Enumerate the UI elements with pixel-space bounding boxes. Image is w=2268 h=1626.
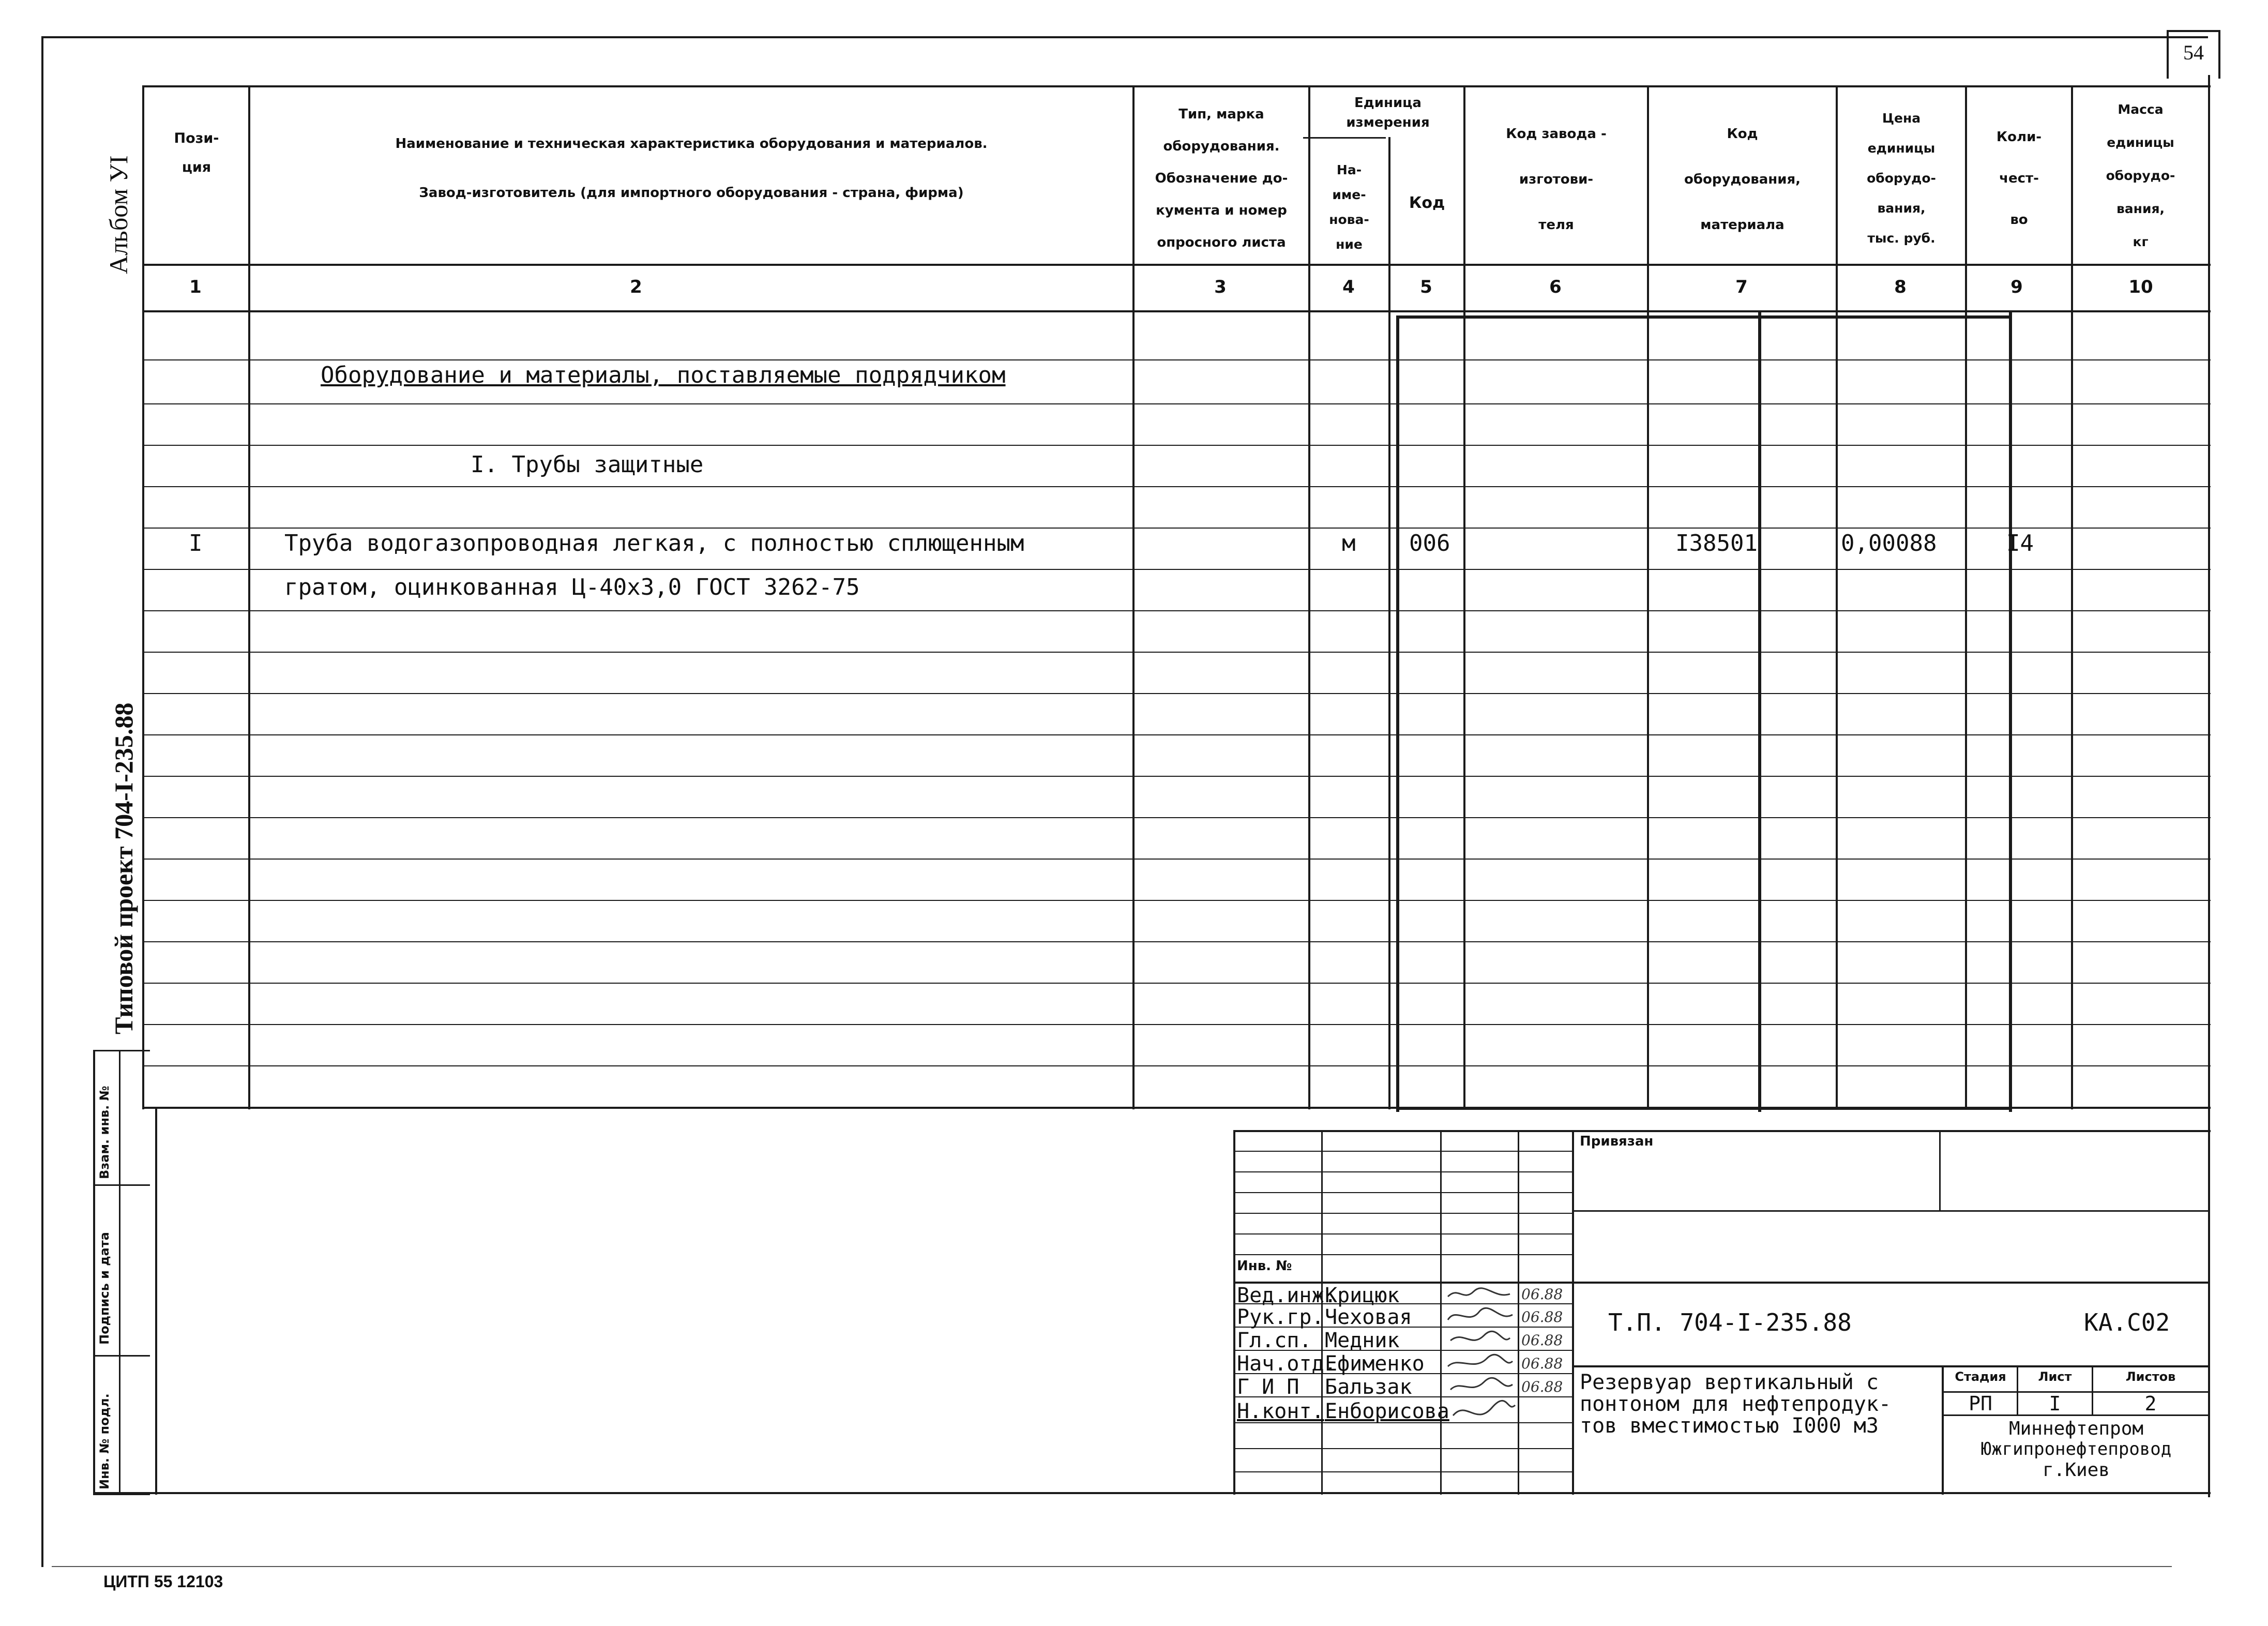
attached-label: Привязан	[1580, 1134, 1654, 1149]
staff-role: Нач.отд.	[1237, 1352, 1337, 1376]
staff-role: Вед.инж.	[1237, 1284, 1337, 1307]
header-position: Пози- ция	[174, 130, 219, 175]
item-qty: I4	[2006, 530, 2034, 556]
col-number: 8	[1894, 277, 1907, 297]
sheet-code: КА.С02	[2084, 1308, 2170, 1336]
header-price: Цена единицы оборудо- вания, тыс. руб.	[1867, 111, 1936, 246]
page-number-box	[2167, 30, 2220, 79]
staff-name: Медник	[1325, 1329, 1400, 1352]
stage-label: Стадия	[1955, 1369, 2006, 1384]
description: Резервуар вертикальный с понтоном для нефтепродук- тов вместимостью I000 м3	[1580, 1371, 1892, 1438]
section-title: Оборудование и материалы, поставляемые подрядчиком	[321, 362, 1006, 388]
signatures-image	[1443, 1284, 1518, 1439]
col-number: 10	[2128, 277, 2153, 297]
col-number: 6	[1549, 277, 1562, 297]
album-label: Альбом УI	[104, 155, 133, 274]
item-unit-code: 006	[1409, 530, 1450, 556]
footer-code: ЦИТП 55 12103	[103, 1572, 223, 1591]
stamp-inv-swap: Взам. инв. №	[97, 1086, 112, 1179]
staff-role: Рук.гр.	[1237, 1305, 1324, 1329]
item-position: I	[189, 530, 203, 556]
stage-value: РП	[1969, 1392, 1992, 1415]
col-number: 4	[1342, 277, 1355, 297]
col-number: 7	[1735, 277, 1748, 297]
staff-name: Ефименко	[1325, 1352, 1425, 1376]
staff-name: Крицюк	[1325, 1284, 1400, 1307]
header-name-line1: Наименование и техническая характеристика оборудования и материалов.	[395, 136, 988, 152]
doc-code: Т.П. 704-I-235.88	[1608, 1308, 1852, 1336]
project-label: Типовой проект 704-I-235.88	[109, 702, 138, 1034]
col-number: 9	[2010, 277, 2023, 297]
item-name-line1: Труба водогазопроводная легкая, с полностью сплющенным	[284, 530, 1024, 556]
inv-no-label: Инв. №	[1237, 1258, 1292, 1274]
header-qty: Коли- чест- во	[1996, 129, 2042, 228]
staff-role: Н.конт.	[1237, 1399, 1324, 1423]
staff-date: 06.88	[1521, 1286, 1563, 1303]
subsection-title: I. Трубы защитные	[471, 451, 704, 478]
org-line1: Миннефтепром	[2008, 1418, 2144, 1439]
staff-role: Гл.сп.	[1237, 1329, 1312, 1352]
header-unit-code: Код	[1409, 194, 1445, 212]
header-mass: Масса единицы оборудо- вания, кг	[2106, 102, 2175, 249]
item-unit: м	[1342, 530, 1356, 556]
staff-date: 06.88	[1521, 1378, 1563, 1395]
col-number: 1	[189, 277, 202, 297]
org-line3: г.Киев	[2042, 1459, 2110, 1481]
sheets-label: Листов	[2125, 1369, 2176, 1384]
col-number: 2	[630, 277, 642, 297]
item-price: 0,00088	[1841, 530, 1937, 556]
item-name-line2: гратом, оцинкованная Ц-40х3,0 ГОСТ 3262-75	[284, 574, 860, 600]
staff-date: 06.88	[1521, 1308, 1563, 1326]
item-equipment-code: I38501	[1675, 530, 1758, 556]
stamp-inv-no: Инв. № подл.	[97, 1393, 112, 1489]
staff-date: 06.88	[1521, 1355, 1563, 1372]
sheet-value: I	[2049, 1392, 2061, 1415]
org-line2: Южгипронефтепровод	[1980, 1439, 2172, 1459]
header-unit-group: Единица измерения	[1346, 95, 1430, 130]
header-type: Тип, марка оборудования. Обозначение до- кумента и номер опросного листа	[1155, 107, 1288, 250]
col-number: 3	[1214, 277, 1227, 297]
staff-name: Чеховая	[1325, 1305, 1412, 1329]
staff-name: Енборисова	[1325, 1399, 1449, 1423]
header-equipment-code: Код оборудования, материала	[1684, 126, 1801, 233]
staff-name: Бальзак	[1325, 1375, 1412, 1399]
staff-date: 06.88	[1521, 1332, 1563, 1349]
stamp-sign-date: Подпись и дата	[97, 1232, 112, 1345]
sheets-value: 2	[2144, 1392, 2157, 1415]
page-number: 54	[2183, 41, 2204, 64]
col-number: 5	[1420, 277, 1432, 297]
header-unit-name: На- име- нова- ние	[1329, 162, 1369, 252]
sheet-label: Лист	[2038, 1369, 2072, 1384]
staff-role: Г И П	[1237, 1375, 1299, 1399]
header-name-line2: Завод-изготовитель (для импортного оборудования - страна, фирма)	[419, 185, 964, 201]
header-factory-code: Код завода - изготови- теля	[1506, 126, 1607, 233]
